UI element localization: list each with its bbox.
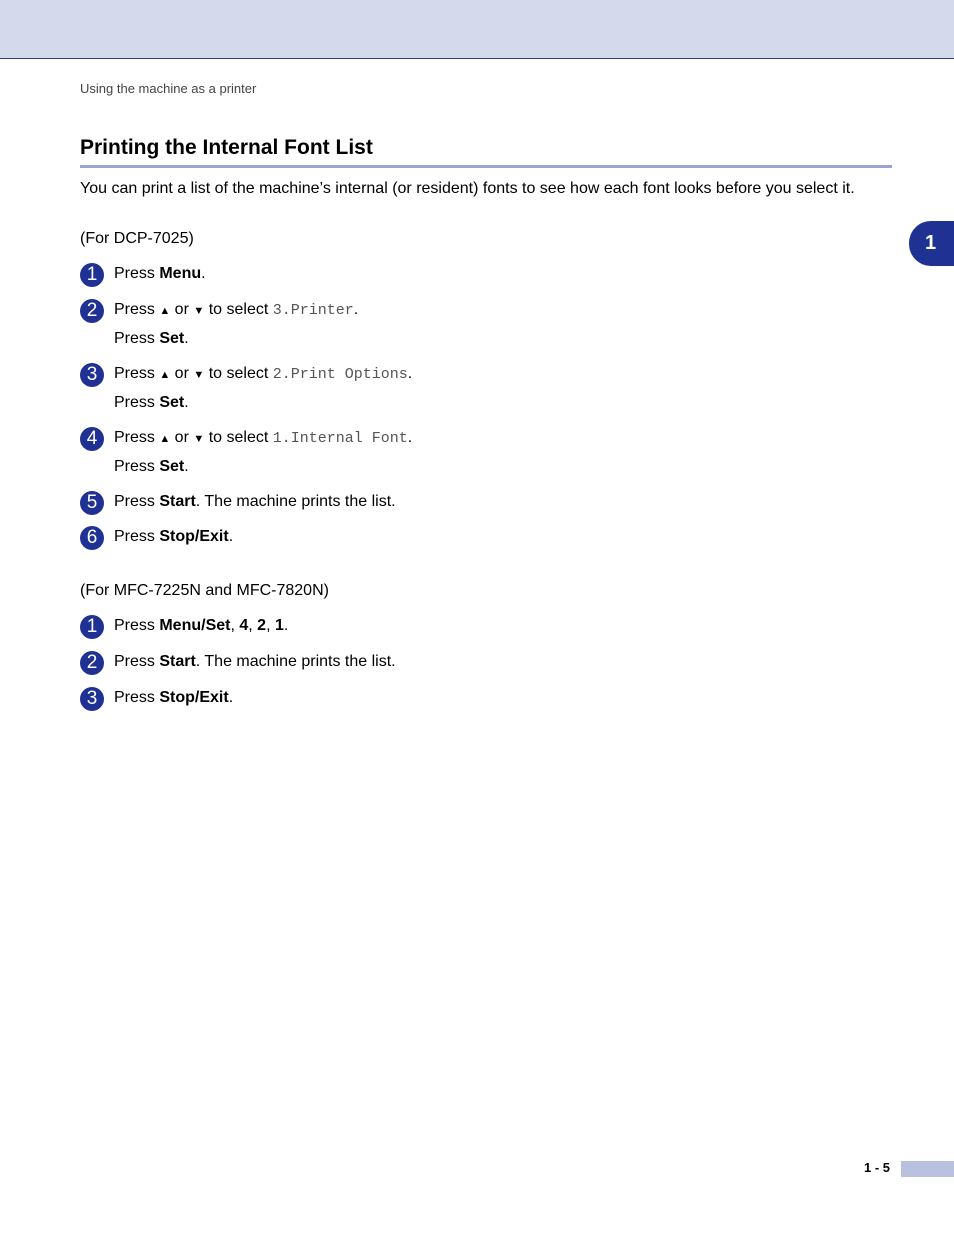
dcp-step-5: [80, 491, 880, 517]
up-arrow-icon: ▲: [159, 305, 171, 317]
chapter-tab[interactable]: 1: [909, 221, 954, 266]
step-number-badge: 2: [80, 651, 104, 675]
key-menu-set: Menu/Set: [159, 617, 231, 634]
lcd-menu-text: 1.Internal Font: [272, 430, 408, 447]
step-text: Press ▲ or ▼ to select 3.Printer.: [114, 301, 359, 319]
key-menu: Menu: [159, 265, 202, 282]
down-arrow-icon: ▼: [193, 433, 205, 445]
step-number-badge: 6: [80, 526, 104, 550]
dcp-step-4: [80, 427, 880, 453]
dcp-step-4-sub: Press Set.: [114, 458, 189, 475]
mfc-step-1: [80, 615, 880, 641]
mfc-step-2: [80, 651, 880, 677]
key-1: 1: [274, 617, 284, 634]
step-text: Press Stop/Exit.: [114, 528, 234, 545]
step-text: Press Start. The machine prints the list.: [114, 493, 396, 510]
dcp-step-2: [80, 299, 880, 325]
footer-bar: [901, 1161, 954, 1177]
page-number: 1 - 5: [864, 1160, 891, 1175]
step-text: Press Menu.: [114, 265, 206, 282]
key-set: Set: [159, 394, 185, 411]
step-number-badge: 3: [80, 363, 104, 387]
up-arrow-icon: ▲: [159, 433, 171, 445]
step-number-badge: 2: [80, 299, 104, 323]
dcp-step-3-sub: Press Set.: [114, 394, 189, 411]
header-band: [0, 0, 954, 59]
key-start: Start: [159, 653, 196, 670]
dcp-step-1: [80, 263, 880, 289]
down-arrow-icon: ▼: [193, 369, 205, 381]
dcp-step-2-sub: Press Set.: [114, 330, 189, 347]
step-text: Press Start. The machine prints the list.: [114, 653, 396, 670]
up-arrow-icon: ▲: [159, 369, 171, 381]
intro-paragraph: You can print a list of the machine’s internal (or resident) fonts to see how each font looks before you select it.: [80, 180, 855, 197]
down-arrow-icon: ▼: [193, 305, 205, 317]
key-stop-exit: Stop/Exit: [159, 689, 229, 706]
step-number-badge: 3: [80, 687, 104, 711]
lcd-menu-text: 2.Print Options: [272, 366, 408, 383]
section-title: Printing the Internal Font List: [80, 136, 373, 159]
dcp-step-6: [80, 526, 880, 552]
key-4: 4: [239, 617, 249, 634]
key-2: 2: [257, 617, 267, 634]
key-set: Set: [159, 458, 185, 475]
step-number-badge: 4: [80, 427, 104, 451]
step-text: Press Stop/Exit.: [114, 689, 234, 706]
lcd-menu-text: 3.Printer: [272, 302, 354, 319]
dcp-step-3: [80, 363, 880, 389]
step-text: Press ▲ or ▼ to select 1.Internal Font.: [114, 429, 413, 447]
step-number-badge: 1: [80, 263, 104, 287]
step-number-badge: 5: [80, 491, 104, 515]
key-set: Set: [159, 330, 185, 347]
step-text: Press ▲ or ▼ to select 2.Print Options.: [114, 365, 413, 383]
mfc-group-label: (For MFC-7225N and MFC-7820N): [80, 582, 329, 599]
key-stop-exit: Stop/Exit: [159, 528, 229, 545]
dcp-group-label: (For DCP-7025): [80, 230, 194, 247]
running-head: Using the machine as a printer: [80, 81, 257, 96]
step-number-badge: 1: [80, 615, 104, 639]
mfc-step-3: [80, 687, 880, 713]
key-start: Start: [159, 493, 196, 510]
step-text: Press Menu/Set, 4, 2, 1.: [114, 617, 289, 634]
title-rule: [80, 165, 892, 168]
